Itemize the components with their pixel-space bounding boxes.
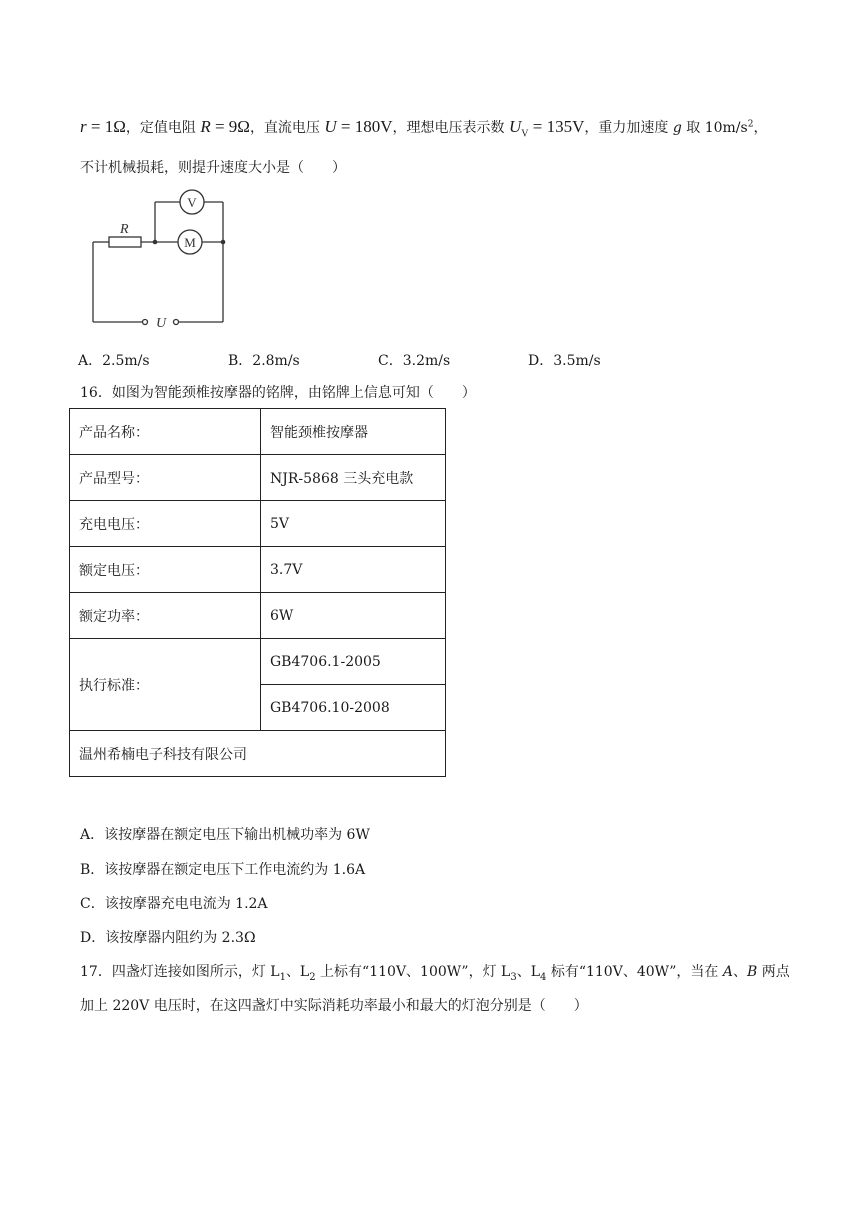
table-row: [70, 639, 446, 685]
terminal: [143, 320, 148, 325]
table-value: 智能颈椎按摩器: [261, 409, 446, 455]
motor-label: M: [184, 235, 196, 250]
table-row: [70, 593, 446, 639]
option-b: B．2.8m/s: [228, 353, 300, 369]
answer-b: B．该按摩器在额定电压下工作电流约为 1.6A: [80, 862, 366, 878]
voltage-label: U: [155, 316, 167, 331]
junction-dot: [221, 240, 226, 245]
table-key: 充电电压：: [70, 501, 261, 547]
table-value: GB4706.1-2005: [261, 639, 446, 685]
nameplate-table: [69, 408, 446, 777]
table-row: [70, 409, 446, 455]
table-row: [70, 731, 446, 777]
q17-line2: 加上 220V 电压时，在这四盏灯中实际消耗功率最小和最大的灯泡分别是（ ）: [80, 998, 588, 1014]
table-row: [70, 455, 446, 501]
table-value: 6W: [261, 593, 446, 639]
option-d: D．3.5m/s: [528, 353, 601, 369]
table-value: GB4706.10-2008: [261, 685, 446, 731]
table-key: 产品型号：: [70, 455, 261, 501]
table-key: 执行标准：: [70, 639, 261, 731]
resistor-symbol: [109, 237, 141, 247]
option-a: A．2.5m/s: [78, 353, 150, 369]
table-row: [70, 501, 446, 547]
answer-d: D．该按摩器内阻约为 2.3Ω: [80, 930, 256, 946]
terminal: [174, 320, 179, 325]
math-U: U = 180V: [324, 117, 393, 136]
table-value: NJR-5868 三头充电款: [261, 455, 446, 501]
q16-stem: 16．如图为智能颈椎按摩器的铭牌，由铭牌上信息可知（ ）: [80, 385, 476, 401]
table-row: [70, 547, 446, 593]
voltmeter-label: V: [187, 195, 197, 210]
resistor-label: R: [120, 222, 129, 237]
math-R: R = 9Ω: [200, 117, 250, 136]
math-g: g: [672, 120, 682, 136]
junction-dot: [153, 240, 158, 245]
math-Uv: $U_V = 135V$: [509, 117, 585, 140]
math-r: r = 1Ω: [80, 117, 126, 136]
answer-c: C．该按摩器充电电流为 1.2A: [80, 896, 268, 912]
answer-a: A．该按摩器在额定电压下输出机械功率为 6W: [80, 827, 370, 843]
table-key: 额定功率：: [70, 593, 261, 639]
table-footer: 温州希楠电子科技有限公司: [70, 731, 446, 777]
table-key: 额定电压：: [70, 547, 261, 593]
table-key: 产品名称：: [70, 409, 261, 455]
q15-line2: 不计机械损耗，则提升速度大小是（ ）: [80, 160, 346, 176]
table-value: 5V: [261, 501, 446, 547]
circuit-diagram: [86, 186, 236, 331]
table-value: 3.7V: [261, 547, 446, 593]
q15-line1: r = 1Ω，定值电阻 R = 9Ω，直流电压 U = 180V，理想电压表示数 $U_V = 135V$，重力加速度 g 取 $10m/s^2$，: [80, 117, 768, 140]
q17-line1: 17．四盏灯连接如图所示，灯 $L_1$、$L_2$ 上标有“110V、100W”，灯 $L_3$、$L_4$ 标有“110V、40W”，当在 A、B 两点: [80, 964, 790, 983]
option-c: C．3.2m/s: [378, 353, 451, 369]
